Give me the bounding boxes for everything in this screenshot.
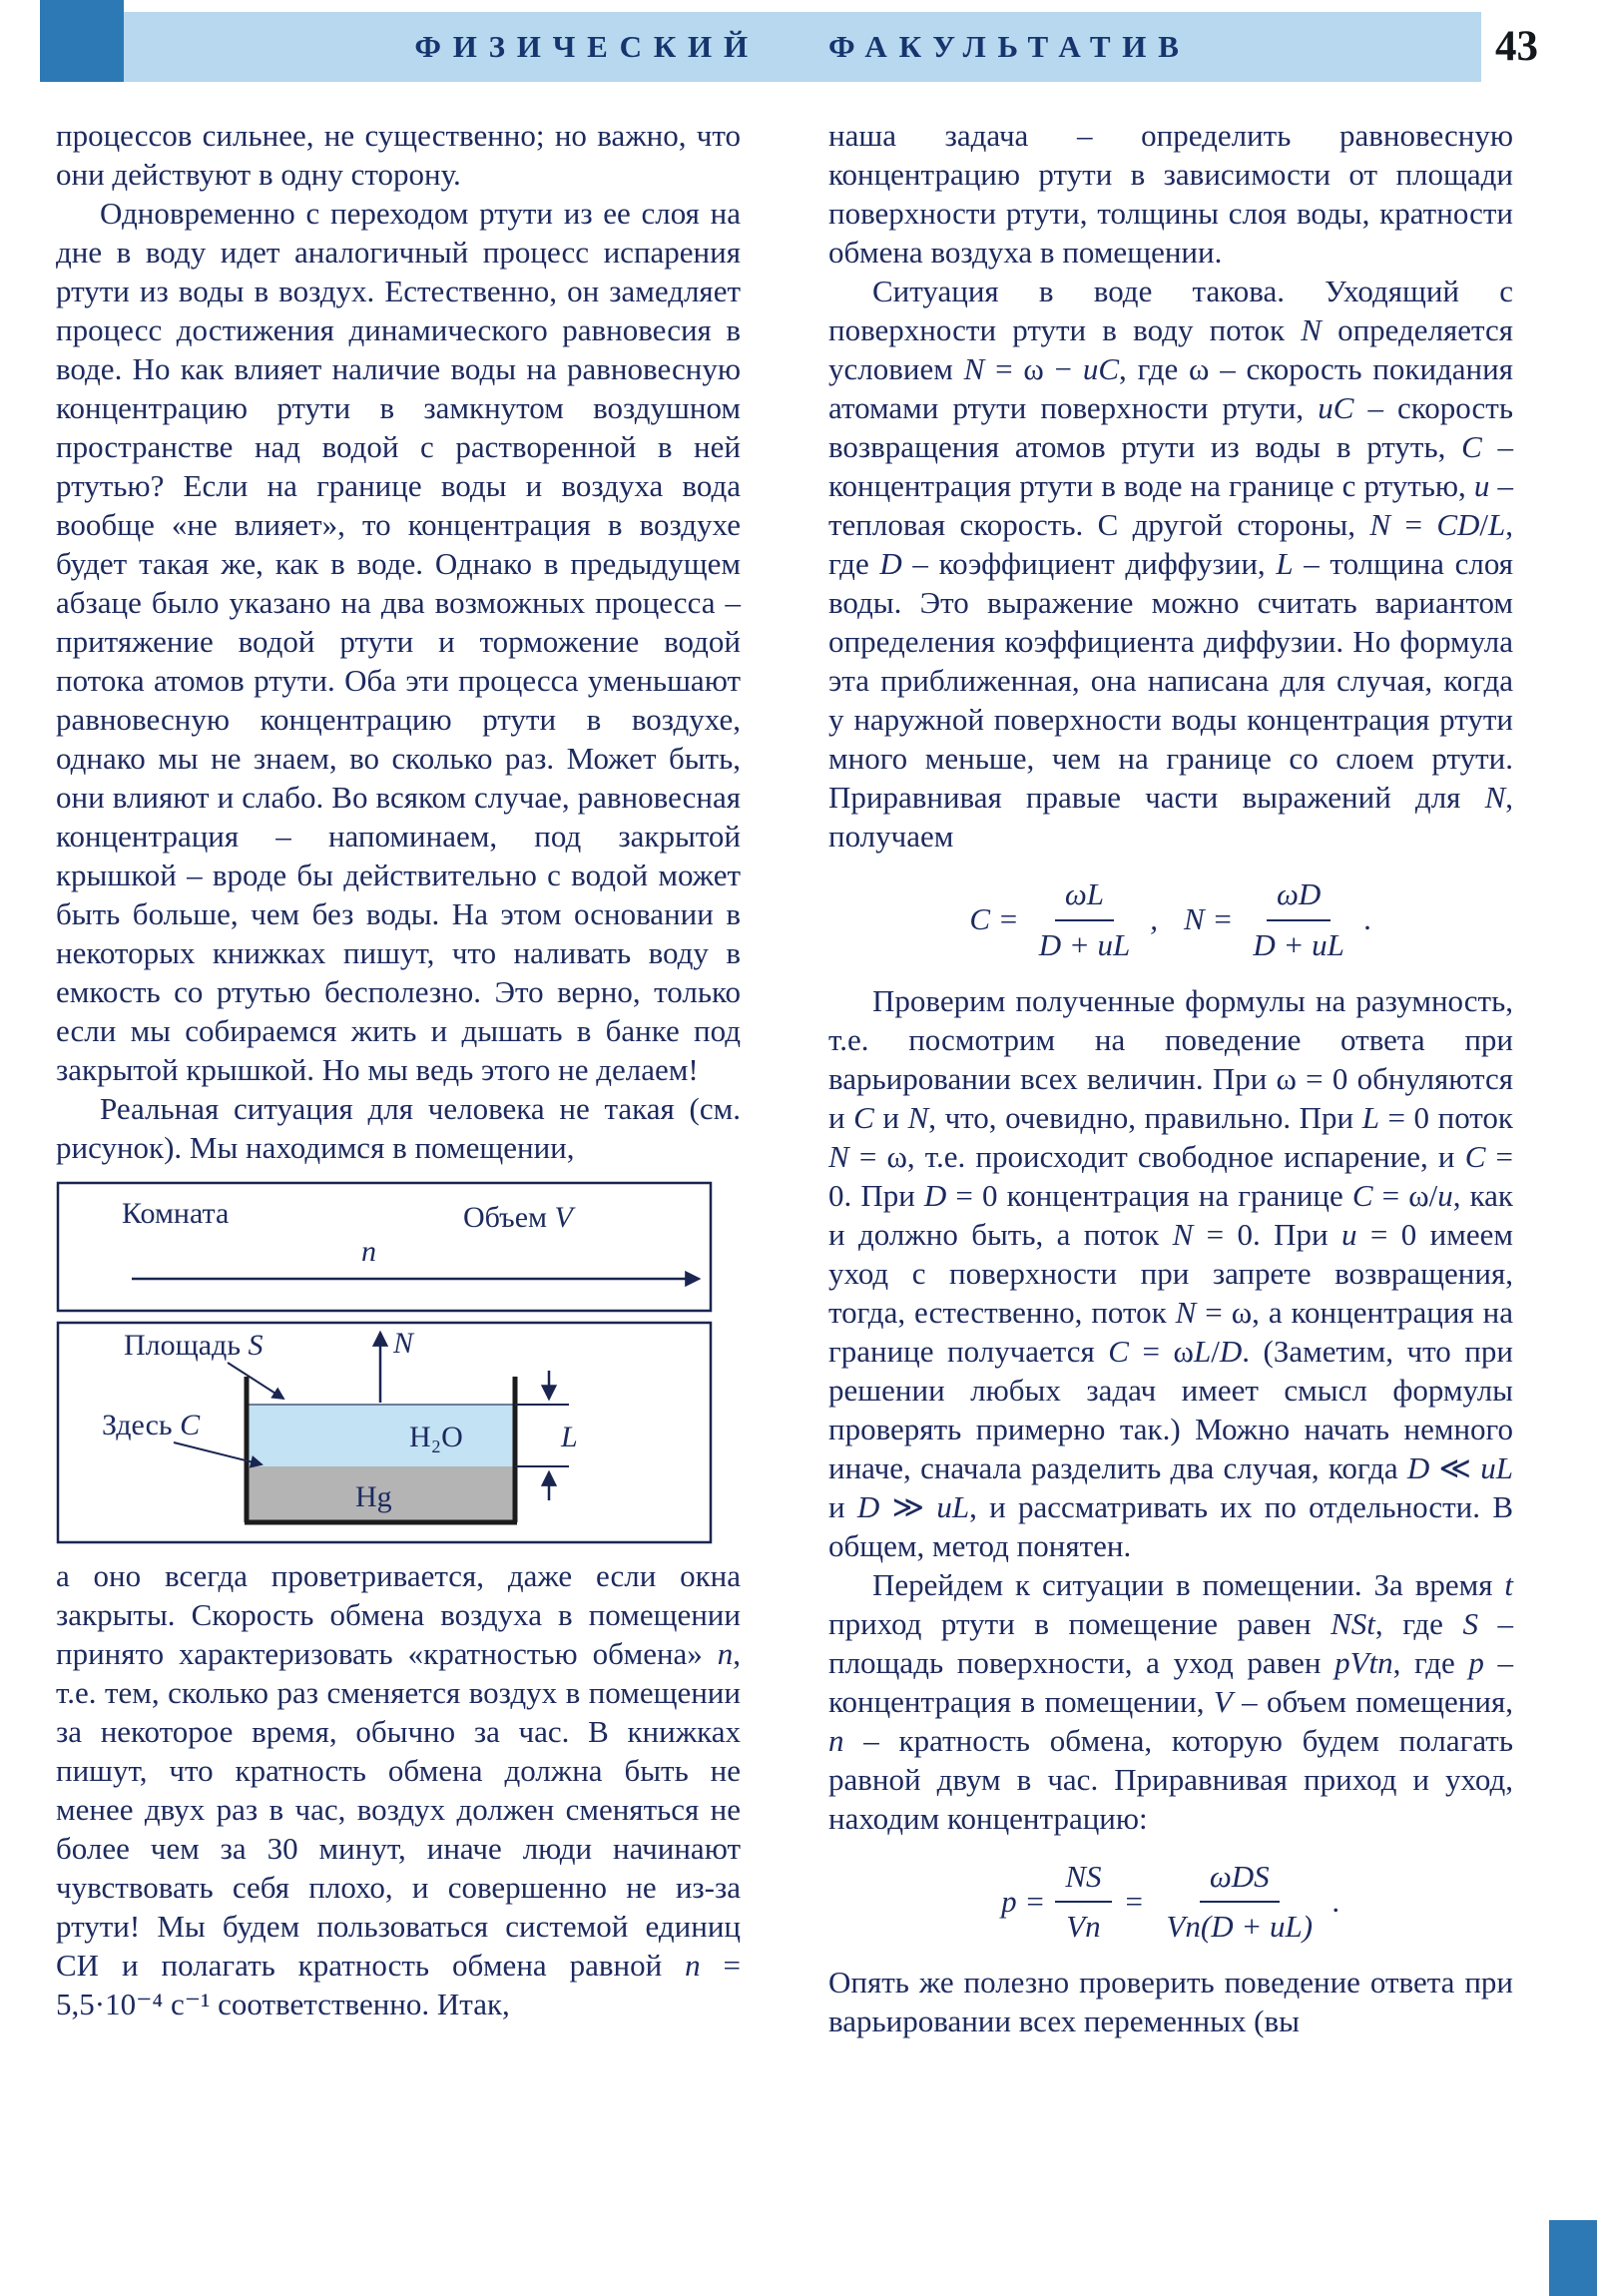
formula1-c-denominator: D + uL: [1038, 926, 1131, 962]
formula2-denominator-1: Vn: [1066, 1909, 1101, 1945]
paragraph: Проверим полученные формулы на разумность, т.е. посмотрим на поведение ответа при варьировании всех величин. При ω = 0 обнуляются и C и N, что, очевидно, правильно. При L = 0 поток N = ω, т.е. происходит свободное испарение, и C = 0. При D = 0 концентрация на границе C = ω/u, как и должно быть, а поток N = 0. При u = 0 имеем уход с поверхности при запрете возвращения, тогда, естественно, поток N = ω, а концентрация на границе получается C = ωL/D. (Заметим, что при решении любых задач имеет смысл формулы проверять примерно так.) Можно начать немного иначе, сначала разделить два случая, когда D ≪ uL и D ≫ uL, и рассматривать их по отдельности. В общем, метод понятен.: [828, 982, 1514, 1563]
thickness-label: L: [561, 1421, 578, 1453]
water-layer: [249, 1405, 514, 1466]
formula2-fraction-2: [1156, 1858, 1323, 1948]
formula2-equals: =: [1123, 1883, 1145, 1919]
right-text-bottom: [828, 1963, 1513, 2040]
formula1-lhs-c: C =: [969, 901, 1019, 937]
room-label: Комната: [122, 1197, 230, 1230]
formula-concentration-and-flux: [828, 875, 1513, 965]
interface-concentration-label: Здесь C: [102, 1409, 201, 1441]
right-text-top: [828, 116, 1513, 856]
formula1-c-numerator: ωL: [1055, 875, 1114, 921]
paragraph: Опять же полезно проверить поведение ответа при варьировании всех переменных (вы: [828, 1965, 1513, 2038]
formula1-period: .: [1363, 901, 1372, 937]
paragraph: Ситуация в воде такова. Уходящий с поверхности ртути в воду поток N определяется условием N = ω − uC, где ω – скорость покидания атомами ртути поверхности ртути, uC – скорость возвращения атомов ртути из воды в ртуть, C – концентрация ртути в воде на границе с ртутью, u – тепловая скорость. С другой стороны, N = CD/L, где D – коэффициент диффузии, L – толщина слоя воды. Это выражение можно считать вариантом определения коэффициента диффузии. Но формула эта приближенная, она написана для случая, когда у наружной поверхности воды концентрация ртути много меньше, чем на границе со слоем ртути. Приравнивая правые части выражений для N, получаем: [828, 274, 1514, 854]
formula1-separator: ,: [1150, 901, 1158, 937]
formula1-n-numerator: ωD: [1267, 875, 1331, 921]
paragraph: а оно всегда проветривается, даже если окна закрыты. Скорость обмена воздуха в помещении принято характеризовать «кратностью обмена» n, т.е. тем, сколько раз сменяется воздух в помещении за некоторое время, обычно за час. В книжках пишут, что кратность обмена должна быть не менее двух раз в час, воздух должен сменяться не более чем за 30 минут, иначе люди начинают чувствовать себя плохо, и совершенно не из-за ртути! Мы будем пользоваться системой единиц СИ и полагать кратность обмена равной n = 5,5·10⁻⁴ с⁻¹ соответственно. Итак,: [56, 1558, 741, 2021]
volume-label: Объем V: [463, 1201, 573, 1234]
flux-label: N: [393, 1327, 414, 1360]
paragraph: наша задача – определить равновесную концентрацию ртути в зависимости от площади поверхности ртути, толщины слоя воды, кратности обмена воздуха в помещении.: [828, 118, 1513, 270]
water-label: H₂O: [409, 1421, 463, 1453]
left-text-bottom: [56, 1556, 741, 2023]
area-pointer-arrow: [228, 1363, 283, 1399]
formula2-denominator-2: Vn(D + uL): [1166, 1909, 1314, 1945]
header-title: ФИЗИЧЕСКИЙ ФАКУЛЬТАТИВ: [414, 29, 1191, 64]
paragraph: Одновременно с переходом ртути из ее слоя на дне в воду идет аналогичный процесс испарения ртути из воды в воздух. Естественно, он замедляет процесс достижения динамического равновесия в воде. Но как влияет наличие воды на равновесную концентрацию ртути в замкнутом воздушном пространстве над водой с растворенной в ней ртутью? Если на границе воды и воздуха вода вообще «не влияет», то концентрация в воздухе будет такая же, как в воде. Однако в предыдущем абзаце было указано на два возможных процесса – притяжение водой ртути и торможение водой потока атомов ртути. Оба эти процесса уменьшают равновесную концентрацию ртути в воздухе, однако мы не знаем, во сколько раз. Может быть, они влияют и слабо. Во всяком случае, равновесная концентрация – напоминаем, под закрытой крышкой – вроде бы действительно с водой может быть больше, чем без воды. На этом основании в некоторых книжках пишут, что наливать воду в емкость со ртутью бесполезно. Это верно, только если мы собираемся жить и дышать в банке под закрытой крышкой. Но мы ведь этого не делаем!: [56, 196, 741, 1087]
formula2-period: .: [1332, 1883, 1340, 1919]
paragraph: процессов сильнее, не существенно; но важно, что они действуют в одну сторону.: [56, 118, 741, 192]
mercury-label: Hg: [355, 1480, 392, 1513]
formula2-lhs: p =: [1001, 1883, 1046, 1919]
surface-area-label: Площадь S: [124, 1329, 264, 1362]
page-number: 43: [1495, 23, 1538, 70]
formula1-fraction-n: [1243, 875, 1354, 965]
left-text-top: [56, 116, 741, 1167]
paragraph: Реальная ситуация для человека не такая (см. рисунок). Мы находимся в помещении,: [56, 1091, 741, 1165]
bottom-right-accent-block: [1549, 2220, 1597, 2296]
top-left-accent-block: [40, 0, 124, 82]
formula2-fraction-1: [1055, 1858, 1111, 1948]
right-column: [828, 116, 1513, 2040]
header-band: [124, 12, 1481, 82]
paragraph: Перейдем к ситуации в помещении. За время t приход ртути в помещение равен NSt, где S – площадь поверхности, а уход равен pVtn, где p – концентрация в помещении, V – объем помещения, n – кратность обмена, которую будем полагать равной двум в час. Приравнивая приход и уход, находим концентрацию:: [828, 1566, 1514, 1836]
figure-room-diagram: [56, 1181, 715, 1546]
formula-room-concentration: [828, 1858, 1513, 1948]
formula2-numerator-1: NS: [1055, 1858, 1111, 1904]
formula2-numerator-2: ωDS: [1200, 1858, 1280, 1904]
formula1-fraction-c: [1029, 875, 1141, 965]
formula1-lhs-n: N =: [1184, 901, 1234, 937]
formula1-n-denominator: D + uL: [1253, 926, 1344, 962]
left-column: [56, 116, 741, 2023]
right-text-middle: [828, 981, 1513, 1838]
exchange-rate-label: n: [361, 1235, 376, 1268]
